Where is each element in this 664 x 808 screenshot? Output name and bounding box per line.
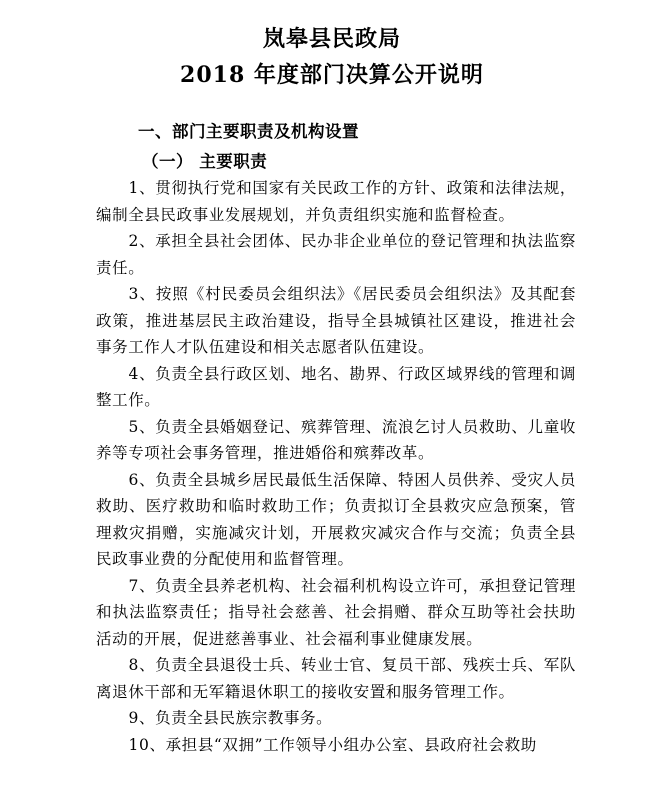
paragraph-duty-1: 1、贯彻执行党和国家有关民政工作的方针、政策和法律法规，编制全县民政事业发展规划，并负责组织实施和监督检查。 [96, 179, 576, 224]
paragraph-duty-2: 2、承担全县社会团体、民办非企业单位的登记管理和执法监察责任。 [96, 232, 576, 277]
document-title: 岚皋县民政局 [262, 26, 401, 52]
section-heading: 一、部门主要职责及机构设置 [138, 122, 359, 141]
paragraph-duty-4: 4、负责全县行政区划、地名、勘界、行政区域界线的管理和调整工作。 [96, 364, 576, 409]
paragraph-duty-10: 10、承担县“双拥”工作领导小组办公室、县政府社会救助 [128, 735, 537, 754]
paragraph-duty-8: 8、负责全县退役士兵、转业士官、复员干部、残疾士兵、军队离退休干部和无军籍退休职工的接收安置和服务管理工作。 [96, 656, 576, 701]
document-subtitle: 2018 年度部门决算公开说明 [180, 62, 484, 88]
paragraph-duty-7: 7、负责全县养老机构、社会福利机构设立许可，承担登记管理和执法监察责任；指导社会慈善、社会捐赠、群众互助等社会扶助活动的开展，促进慈善事业、社会福利事业健康发展。 [96, 576, 576, 648]
paragraph-duty-6: 6、负责全县城乡居民最低生活保障、特困人员供养、受灾人员救助、医疗救助和临时救助工作；负责拟订全县救灾应急预案，管理救灾捐赠，实施减灾计划，开展救灾减灾合作与交流；负责全县民政事业费的分配使用和监督管理。 [96, 470, 576, 568]
document-body [96, 175, 576, 758]
paragraph-duty-5: 5、负责全县婚姻登记、殡葬管理、流浪乞讨人员救助、儿童收养等专项社会事务管理，推进婚俗和殡葬改革。 [96, 417, 576, 462]
paragraph-duty-9: 9、负责全县民族宗教事务。 [128, 709, 333, 727]
subsection-heading: （一） 主要职责 [142, 152, 268, 171]
paragraph-duty-3: 3、按照《村民委员会组织法》《居民委员会组织法》及其配套政策，推进基层民主政治建设，指导全县城镇社区建设，推进社会事务工作人才队伍建设和相关志愿者队伍建设。 [96, 285, 576, 356]
